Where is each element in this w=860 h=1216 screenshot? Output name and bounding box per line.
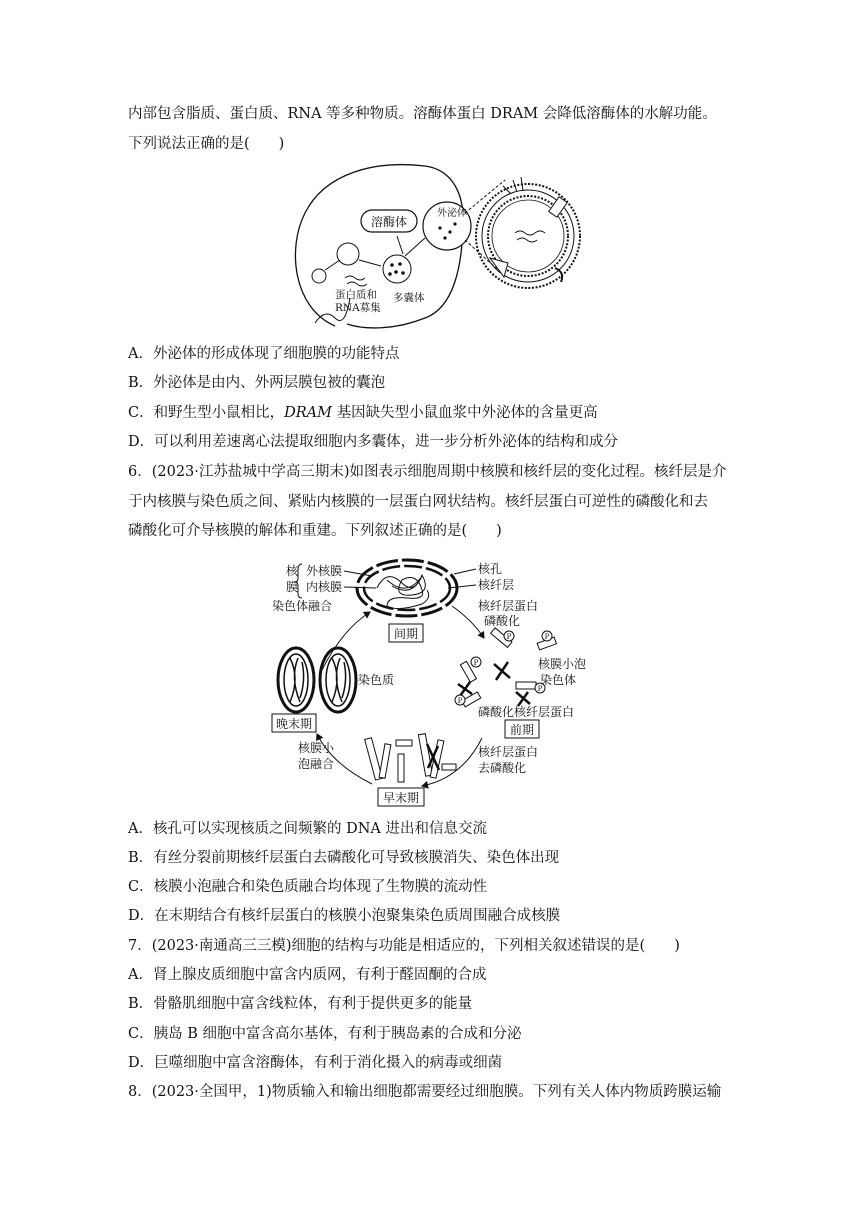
label-lamin-dephos-1: 核纤层蛋白 xyxy=(478,745,539,759)
q5-option-a[interactable]: A．外泌体的形成体现了细胞膜的功能特点 xyxy=(128,346,400,362)
label-interphase: 间期 xyxy=(393,627,419,641)
q5-stem-line-2: 下列说法正确的是( ) xyxy=(128,136,285,152)
q7-stem: 7．(2023·南通高三三模)细胞的结构与功能是相适应的，下列相关叙述错误的是( ) xyxy=(128,938,680,954)
label-late-telophase: 晚末期 xyxy=(275,717,313,731)
endosome-small xyxy=(312,269,326,283)
label-lamin-dephos-2: 去磷酸化 xyxy=(478,761,527,775)
mvb-circle xyxy=(383,255,411,283)
svg-text:P: P xyxy=(473,659,479,667)
label-phosphorylated-lamin: 磷酸化核纤层蛋白 xyxy=(478,705,575,719)
label-prophase: 前期 xyxy=(509,723,535,737)
lysosome-label: 溶酶体 xyxy=(370,215,408,229)
svg-text:P: P xyxy=(506,633,512,641)
nuclear-cycle-diagram xyxy=(262,558,602,810)
magnified-exosome xyxy=(476,177,580,288)
svg-text:P: P xyxy=(537,685,543,693)
label-early-telophase: 早末期 xyxy=(382,791,420,805)
endosome-mid xyxy=(337,243,359,265)
q7-option-b[interactable]: B．骨骼肌细胞中富含线粒体，有利于提供更多的能量 xyxy=(128,996,473,1012)
q5-option-b[interactable]: B．外泌体是由内、外两层膜包被的囊泡 xyxy=(128,375,386,391)
label-lamin-phos-2: 磷酸化 xyxy=(484,614,521,628)
protein-rna-label-1: 蛋白质和 xyxy=(335,289,377,301)
label-he: 核 xyxy=(286,564,299,578)
q6-option-c[interactable]: C．核膜小泡融合和染色质融合均体现了生物膜的流动性 xyxy=(128,879,488,895)
label-chromosome: 染色体 xyxy=(540,673,577,687)
q5-option-c[interactable] xyxy=(128,403,598,423)
q5-option-d[interactable]: D．可以利用差速离心法提取细胞内多囊体，进一步分析外泌体的结构和成分 xyxy=(128,434,619,450)
svg-text:P: P xyxy=(544,633,550,641)
label-lamin-phos-1: 核纤层蛋白 xyxy=(478,599,539,613)
label-chromosome-fusion: 染色体融合 xyxy=(272,599,333,613)
label-outer-membrane: 外核膜 xyxy=(306,564,343,578)
exosome-diagram xyxy=(285,158,585,336)
q6-option-b[interactable]: B．有丝分裂前期核纤层蛋白去磷酸化可导致核膜消失、染色体出现 xyxy=(128,850,560,866)
label-chromatin: 染色质 xyxy=(358,673,395,687)
label-nuclear-lamina: 核纤层 xyxy=(478,578,515,592)
q5-stem-line-1: 内部包含脂质、蛋白质、RNA 等多种物质。溶酶体蛋白 DRAM 会降低溶酶体的水解功能。 xyxy=(128,106,717,122)
exosome-figure xyxy=(285,158,585,340)
mvb-label: 多囊体 xyxy=(393,292,425,304)
q6-stem-line-1: 6．(2023·江苏盐城中学高三期末)如图表示细胞周期中核膜和核纤层的变化过程。核纤层是介 xyxy=(128,464,727,480)
q7-option-d[interactable]: D．巨噬细胞中富含溶酶体，有利于消化摄入的病毒或细菌 xyxy=(128,1055,503,1071)
svg-text:P: P xyxy=(457,697,463,705)
label-inner-membrane: 内核膜 xyxy=(306,580,343,594)
label-vesicle-fusion-2: 泡融合 xyxy=(298,757,335,771)
q5-option-c-gene: DRAM xyxy=(284,405,332,421)
label-mo: 膜 xyxy=(286,580,299,594)
q6-option-d[interactable]: D．在末期结合有核纤层蛋白的核膜小泡聚集染色质周围融合成核膜 xyxy=(128,908,561,924)
nuclear-cycle-figure xyxy=(262,558,602,814)
late-telophase-nuclei xyxy=(278,648,356,712)
q7-option-a[interactable]: A．肾上腺皮质细胞中富含内质网，有利于醛固酮的合成 xyxy=(128,967,487,983)
label-vesicle-fusion-1: 核膜小 xyxy=(298,741,335,755)
q5-option-c-pre: C．和野生型小鼠相比， xyxy=(128,405,285,421)
label-vesicle: 核膜小泡 xyxy=(538,657,587,671)
q7-option-c[interactable]: C．胰岛 B 细胞中富含高尔基体，有利于胰岛素的合成和分泌 xyxy=(128,1026,522,1042)
q8-stem: 8．(2023·全国甲，1)物质输入和输出细胞都需要经过细胞膜。下列有关人体内物质跨膜运输 xyxy=(128,1084,722,1100)
q6-option-a[interactable]: A．核孔可以实现核质之间频繁的 DNA 进出和信息交流 xyxy=(128,821,487,837)
label-nuclear-pore: 核孔 xyxy=(478,562,503,576)
early-telophase-chromosomes xyxy=(365,734,456,782)
q5-option-c-post: 基因缺失型小鼠血浆中外泌体的含量更高 xyxy=(331,405,598,421)
q6-stem-line-2: 于内核膜与染色质之间、紧贴内核膜的一层蛋白网状结构。核纤层蛋白可逆性的磷酸化和去 xyxy=(128,494,708,510)
protein-rna-label-2: RNA募集 xyxy=(335,302,381,314)
q6-stem-line-3: 磷酸化可介导核膜的解体和重建。下列叙述正确的是( ) xyxy=(128,523,502,539)
exosome-label: 外泌体 xyxy=(437,208,467,219)
